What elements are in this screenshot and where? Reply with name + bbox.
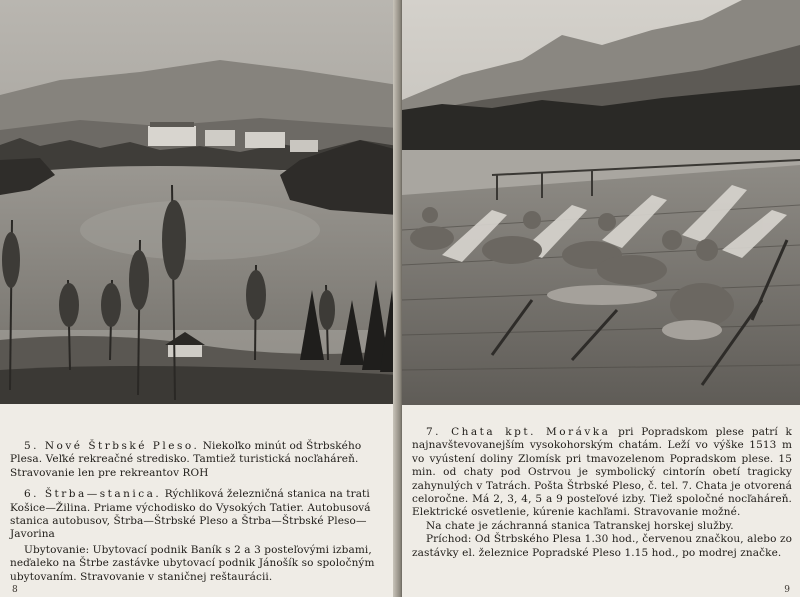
arrival-paragraph: Príchod: Od Štrbského Plesa 1.30 hod., červenou značkou, alebo zo zastávky el. železnice Popradské Pleso 1.15 hod., po modrej značke. [412, 533, 792, 559]
accommodation-paragraph: Ubytovanie: Ubytovací podnik Baník s 2 a 3 posteľovými izbami, neďaleko na Štrbe zastávke ubytovací podnik Jánošík so spoločným ubytovaním. Stravovanie v staničnej reštaurácii. [10, 543, 375, 583]
right-page-text [412, 426, 792, 560]
section-7-paragraph [412, 426, 792, 520]
right-page [402, 0, 800, 597]
left-page-text [10, 440, 390, 584]
section-6-heading: 6. Štrba—stanica. [24, 488, 162, 501]
section-5-text: Niekoľko minút od Štrbského Plesa. Veľké rekreačné stredisko. Tamtiež turistická nocľaháreň. Stravovanie len pre rekreantov ROH [10, 440, 362, 479]
section-6-text: Rýchliková železničná stanica na trati Košice—Žilina. Priame východisko do Vysokých Tatier. Autobusová stanica autobusov, Štrba—Štrbské Pleso a Štrba—Štrbské Pleso—Javorina [10, 488, 371, 541]
section-6-paragraph [10, 488, 390, 542]
section-5-paragraph [10, 440, 390, 480]
section-5-heading: 5. Nové Štrbské Pleso. [24, 440, 200, 452]
section-7-heading: 7. Chata kpt. Morávka [426, 426, 611, 438]
sunbathing-terrace-photo [402, 0, 800, 405]
rescue-station-paragraph: Na chate je záchranná stanica Tatranskej horskej služby. [426, 519, 734, 532]
right-page-number: 9 [784, 585, 790, 595]
lake-landscape-photo [0, 0, 398, 404]
section-7-text: pri Popradskom plese patrí k najnavštevovanejším vysokohorským chatám. Leží vo výške 1513 m vo vyústení doliny Zlomísk pri tmavozelenom Popradskom plese. 15 min. od chaty pod Ostrvou je symbolický cintorín obetí tragicky zahynulých v Tatrách. Pošta Štrbské Pleso, č. tel. 7. Chata je otvorená celoročne. Má 2, 3, 4, 5 a 9 posteľové izby. Tiež spoločné nocľaháreň. Elektrické osvetlenie, kúrenie kachľami. Stravovanie možné. [412, 426, 792, 519]
left-page [0, 0, 398, 597]
left-page-number: 8 [12, 585, 18, 595]
